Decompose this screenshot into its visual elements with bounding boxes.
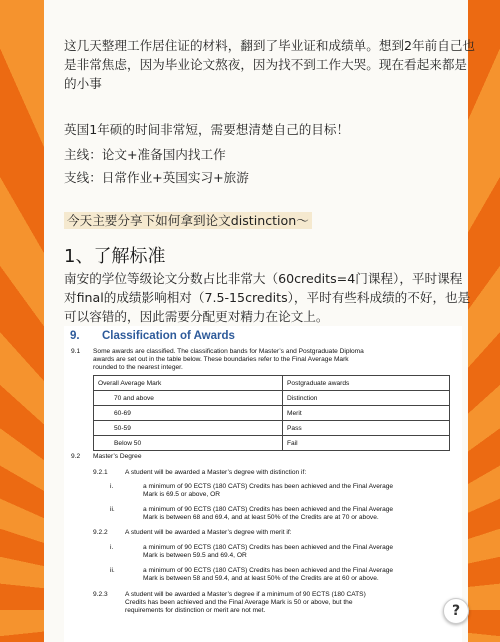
table-header: Overall Average Mark (94, 376, 283, 391)
table-cell: Distinction (283, 391, 450, 406)
s922-ii-line-1: a minimum of 90 ECTS (180 CATS) Credits has been achieved and the Final Average (143, 567, 394, 574)
awards-table (93, 375, 450, 451)
s922-text: A student will be awarded a Master’s degree with merit if: (125, 529, 292, 536)
intro-line-1: 这几天整理工作居住证的材料，翻到了毕业证和成绩单。想到2年前自己也 (64, 38, 476, 53)
doc-title-number: 9. (70, 330, 80, 342)
table-cell: Pass (283, 421, 450, 436)
s922-number: 9.2.2 (93, 529, 108, 536)
s921-ii-number: ii. (110, 506, 115, 513)
table-cell: 70 and above (94, 391, 283, 406)
side-line-text: 支线：日常作业+英国实习+旅游 (64, 170, 249, 185)
s92-number: 9.2 (71, 453, 81, 460)
table-cell: 50-59 (94, 421, 283, 436)
regulation-document-image (64, 326, 462, 642)
help-icon: ? (451, 603, 461, 619)
main-line-text: 主线：论文+准备国内找工作 (64, 147, 226, 162)
intro-line-2: 是非常焦虑，因为毕业论文熬夜，因为找不到工作大哭。现在看起来都是 (64, 57, 467, 72)
goal-text: 英国1年硕的时间非常短，需要想清楚自己的目标！ (64, 122, 350, 137)
s921-ii-line-2: Mark is between 68 and 69.4, and at least 50% of the Credits are at 70 or above. (143, 514, 379, 521)
s921-ii-line-1: a minimum of 90 ECTS (180 CATS) Credits has been achieved and the Final Average (143, 506, 394, 513)
table-cell: Below 50 (94, 436, 283, 451)
s922-ii-number: ii. (110, 567, 115, 574)
table-header: Postgraduate awards (283, 376, 450, 391)
s91-line-1: Some awards are classified. The classification bands for Master’s and Postgraduate Diploma (93, 348, 364, 355)
s921-text: A student will be awarded a Master’s degree with distinction if: (125, 469, 307, 476)
s922-i-line-2: Mark is between 59.5 and 69.4, OR (143, 552, 247, 559)
doc-title (70, 330, 235, 342)
s921-i-number: i. (110, 483, 114, 490)
s923-line-1: A student will be awarded a Master’s degree if a minimum of 90 ECTS (180 CATS) (125, 591, 366, 598)
share-text: 今天主要分享下如何拿到论文distinction～ (64, 212, 312, 229)
table-cell: Fail (283, 436, 450, 451)
s922-i-line-1: a minimum of 90 ECTS (180 CATS) Credits has been achieved and the Final Average (143, 544, 394, 551)
para-line-3: 可以容错的，因此需要分配更对精力在论文上。 (64, 309, 329, 324)
s923-line-3: requirements for distinction or merit are not met. (125, 607, 266, 614)
table-cell: Merit (283, 406, 450, 421)
table-row (94, 406, 450, 421)
para-line-2: 对final的成绩影响相对（7.5-15credits），平时有些科成绩的不好，也是 (64, 290, 471, 305)
section-heading: 1、了解标准 (64, 246, 166, 267)
para-line-1: 南安的学位等级论文分数占比非常大（60credits=4门课程），平时课程 (64, 271, 463, 286)
share-highlight (64, 211, 459, 231)
s923-line-2: Credits has been achieved and the Final Average Mark is 50 or above, but the (125, 599, 353, 606)
table-cell: 60-69 (94, 406, 283, 421)
table-header-row (94, 376, 450, 391)
s91-line-3: rounded to the nearest integer. (93, 364, 183, 371)
s91-number: 9.1 (71, 348, 81, 355)
s921-i-line-2: Mark is 69.5 or above, OR (143, 491, 220, 498)
s921-i-line-1: a minimum of 90 ECTS (180 CATS) Credits has been achieved and the Final Average (143, 483, 394, 490)
s92-text: Master’s Degree (93, 453, 142, 460)
s922-i-number: i. (110, 544, 114, 551)
help-button[interactable] (443, 598, 469, 624)
s923-number: 9.2.3 (93, 591, 108, 598)
s921-number: 9.2.1 (93, 469, 108, 476)
table-row (94, 421, 450, 436)
table-row (94, 391, 450, 406)
doc-title-text: Classification of Awards (102, 330, 235, 342)
s91-line-2: awards are set out in the table below. These boundaries refer to the Final Average Mark (93, 356, 349, 363)
table-row (94, 436, 450, 451)
intro-line-3: 的小事 (64, 76, 102, 91)
s922-ii-line-2: Mark is between 58 and 59.4, and at least 50% of the Credits are at 60 or above. (143, 575, 379, 582)
